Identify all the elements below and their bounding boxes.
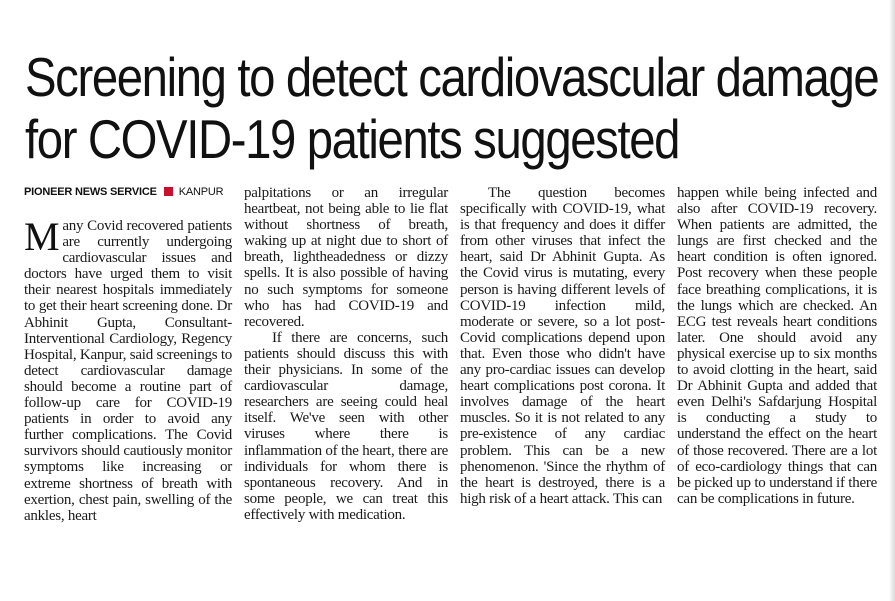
column-3-paragraph: The question becomes specifically with COVID-19, what is that frequency and does it differ from other viruses that infect the heart, said Dr Abhinit Gupta. As the Covid virus is mutating, every person is having different levels of COVID-19 infection mild, moderate or severe, so a lot post-Covid complications depend upon that. Even those who didn't have any pro-cardiac issues can develop heart complications post corona. It involves damage of the heart muscles. So it is not related to any pre-existence of any cardiac problem. This can be a new phenomenon. 'Since the rhythm of the heart is destroyed, there is a high risk of a heart attack. This can: [460, 185, 665, 507]
column-2-paragraph-2: If there are concerns, such patients should discuss this with their physicians. In some of the cardiovascular damage, researchers are seeing could heal itself. We've seen with other viruses where there is inflammation of the heart, there are individuals for whom there is spontaneous recovery. And in some people, we can treat this effectively with medication.: [244, 329, 448, 523]
headline-line-1: Screening to detect cardiovascular damage: [25, 46, 879, 108]
column-1-paragraph: [24, 214, 232, 524]
byline-square-icon: [164, 187, 173, 196]
article-column-1: [24, 214, 232, 524]
headline: [25, 46, 879, 170]
article-column-2: [244, 185, 448, 523]
byline-service: PIONEER NEWS SERVICE: [24, 186, 157, 198]
byline-city: KANPUR: [178, 186, 224, 198]
page-edge-shadow: [889, 0, 895, 601]
article-column-3: [460, 185, 665, 507]
column-1-text: any Covid recovered patients are currently undergoing cardiovascular issues and doctors have urged them to visit their nearest hospitals immediately to get their heart screening done. Dr Abhinit Gupta, Consultant-Interventional Cardiology, Regency Hospital, Kanpur, said screenings to detect cardiovascular damage should become a routine part of follow-up care for COVID-19 patients in order to avoid any further complications. The Covid survivors should cautiously monitor symptoms like increasing or extreme shortness of breath with exertion, chest pain, swelling of the ankles, heart: [24, 218, 232, 524]
headline-line-2: for COVID-19 patients suggested: [25, 108, 680, 170]
byline: [24, 186, 223, 199]
article-column-4: [677, 185, 877, 507]
column-4-paragraph: happen while being infected and also after COVID-19 recovery. When patients are admitted, the lungs are first checked and the heart condition is often ignored. Post recovery when these people face breathing complications, it is the lungs which are checked. An ECG test reveals heart conditions later. One should avoid any physical exercise up to six months to avoid clotting in the heart, said Dr Abhinit Gupta and added that even Delhi's Safdarjung Hospital is conducting a study to understand the effect on the heart of those recovered. There are a lot of eco-cardiology things that can be picked up to understand if there can be complications in future.: [677, 185, 877, 507]
column-2-paragraph-1: palpitations or an irregular heartbeat, not being able to lie flat without shortness of breath, waking up at night due to short of breath, lightheadedness or dizzy spells. It is also possible of having no such symptoms for someone who has had COVID-19 and recovered.: [244, 185, 448, 330]
dropcap: M: [24, 214, 60, 259]
